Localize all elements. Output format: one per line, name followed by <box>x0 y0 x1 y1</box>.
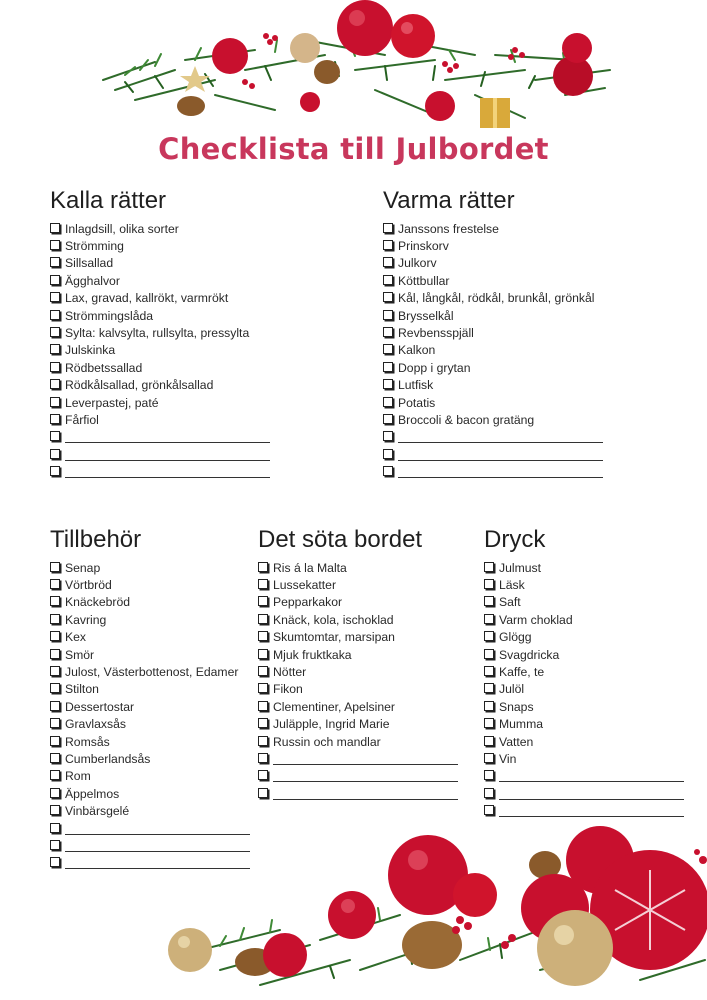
checkbox[interactable] <box>484 701 494 711</box>
checkbox[interactable] <box>50 379 60 389</box>
write-in-line[interactable] <box>398 449 603 461</box>
section-heading: Kalla rätter <box>50 187 167 214</box>
checklist-blank-item <box>50 429 270 446</box>
checklist-item <box>383 342 603 359</box>
checkbox[interactable] <box>258 736 268 746</box>
checklist-item-label: Revbensspjäll <box>398 326 474 341</box>
checklist-item-label: Saft <box>499 595 521 610</box>
checklist-item <box>484 646 684 663</box>
checkbox[interactable] <box>50 823 60 833</box>
checklist-item <box>258 733 458 750</box>
write-in-line[interactable] <box>398 466 603 478</box>
checklist-item <box>50 307 270 324</box>
checklist-item-label: Skumtomtar, marsipan <box>273 630 395 645</box>
checkbox[interactable] <box>383 344 393 354</box>
checkbox[interactable] <box>258 683 268 693</box>
checklist-blank-item <box>484 768 684 785</box>
checklist-blank-item <box>50 463 270 480</box>
write-in-line[interactable] <box>499 770 684 782</box>
section-varma-ratter <box>383 187 603 481</box>
checklist-item <box>258 698 458 715</box>
checkbox[interactable] <box>258 596 268 606</box>
checkbox[interactable] <box>50 275 60 285</box>
checkbox[interactable] <box>50 310 60 320</box>
checkbox[interactable] <box>50 736 60 746</box>
checklist-item-label: Juläpple, Ingrid Marie <box>273 717 390 732</box>
checkbox[interactable] <box>50 562 60 572</box>
checklist-item-label: Fårfiol <box>65 412 99 427</box>
checklist-item-label: Vatten <box>499 734 534 749</box>
checklist-item <box>50 272 270 289</box>
checklist-item-label: Julkorv <box>398 256 437 271</box>
checkbox[interactable] <box>258 753 268 763</box>
checkbox[interactable] <box>258 788 268 798</box>
checklist-blank-item <box>484 785 684 802</box>
checklist-blank-item <box>258 768 458 785</box>
checklist-item-label: Inlagdsill, olika sorter <box>65 221 179 236</box>
checkbox[interactable] <box>484 736 494 746</box>
checklist-item-label: Strömmingslåda <box>65 308 154 323</box>
checkbox[interactable] <box>50 579 60 589</box>
checklist-item-label: Mumma <box>499 717 544 732</box>
checklist-item-label: Kex <box>65 630 87 645</box>
checklist-item <box>50 646 250 663</box>
write-in-line[interactable] <box>499 788 684 800</box>
checklist-item <box>50 220 270 237</box>
checkbox[interactable] <box>50 240 60 250</box>
checklist-item <box>50 576 250 593</box>
checklist-item-label: Varm choklad <box>499 612 573 627</box>
checklist-item-label: Rom <box>65 769 91 784</box>
checkbox[interactable] <box>258 579 268 589</box>
checkbox[interactable] <box>50 840 60 850</box>
checklist-item-label: Potatis <box>398 395 436 410</box>
checklist-item <box>50 750 250 767</box>
checklist-item-label: Romsås <box>65 734 110 749</box>
checkbox[interactable] <box>484 579 494 589</box>
checklist-item <box>50 237 270 254</box>
checkbox[interactable] <box>383 414 393 424</box>
write-in-line[interactable] <box>65 466 270 478</box>
checklist-item <box>484 611 684 628</box>
checklist-item-label: Prinskorv <box>398 239 449 254</box>
checkbox[interactable] <box>484 770 494 780</box>
checklist-item <box>50 290 270 307</box>
checklist-item-label: Julöl <box>499 682 525 697</box>
checkbox[interactable] <box>50 223 60 233</box>
checklist-blank-item <box>484 802 684 819</box>
checkbox[interactable] <box>383 327 393 337</box>
checklist-item-label: Julost, Västerbottenost, Edamer <box>65 665 239 680</box>
checklist-item <box>383 411 603 428</box>
checklist-item <box>50 716 250 733</box>
checklist-item <box>383 377 603 394</box>
checklist-item <box>50 324 270 341</box>
pine-garland-top <box>95 0 615 138</box>
checkbox[interactable] <box>50 292 60 302</box>
checklist-item <box>50 594 250 611</box>
checklist-item-label: Dessertostar <box>65 699 135 714</box>
checklist-item <box>484 663 684 680</box>
checklist-item-label: Äppelmos <box>65 786 120 801</box>
checkbox[interactable] <box>258 614 268 624</box>
checkbox[interactable] <box>383 449 393 459</box>
checklist-item <box>383 307 603 324</box>
checkbox[interactable] <box>383 397 393 407</box>
checklist-item <box>50 411 270 428</box>
write-in-line[interactable] <box>273 788 458 800</box>
checkbox[interactable] <box>383 240 393 250</box>
checklist-item <box>258 611 458 628</box>
checklist-blank-item <box>258 750 458 767</box>
checklist-item-label: Köttbullar <box>398 273 450 288</box>
checklist-item-label: Rödbetssallad <box>65 360 143 375</box>
checklist-item-label: Smör <box>65 647 95 662</box>
checklist-item-label: Knäck, kola, ischoklad <box>273 612 394 627</box>
checklist-item-label: Knäckebröd <box>65 595 131 610</box>
checklist-item-label: Leverpastej, paté <box>65 395 159 410</box>
checklist-item-label: Rödkålsallad, grönkålsallad <box>65 378 214 393</box>
checklist-item <box>50 802 250 819</box>
checklist-item-label: Lussekatter <box>273 578 337 593</box>
checklist-item <box>383 324 603 341</box>
checklist-item-label: Kalkon <box>398 343 436 358</box>
checklist-item <box>383 359 603 376</box>
section-heading: Dryck <box>484 526 546 553</box>
checkbox[interactable] <box>258 649 268 659</box>
checkbox[interactable] <box>484 562 494 572</box>
write-in-line[interactable] <box>398 431 603 443</box>
checklist-item <box>484 576 684 593</box>
write-in-line[interactable] <box>273 753 458 765</box>
checklist-item <box>50 785 250 802</box>
checkbox[interactable] <box>383 257 393 267</box>
section-heading: Det söta bordet <box>258 526 423 553</box>
checkbox[interactable] <box>258 770 268 780</box>
checkbox[interactable] <box>484 788 494 798</box>
checklist-item-label: Janssons frestelse <box>398 221 499 236</box>
checklist-item <box>50 255 270 272</box>
checklist-item-label: Läsk <box>499 578 525 593</box>
checklist-item-label: Russin och mandlar <box>273 734 381 749</box>
checklist-item-label: Cumberlandsås <box>65 751 151 766</box>
checkbox[interactable] <box>50 414 60 424</box>
checklist-item <box>50 559 250 576</box>
checkbox[interactable] <box>258 718 268 728</box>
checkbox[interactable] <box>50 631 60 641</box>
checklist <box>258 559 458 802</box>
checklist-item <box>484 681 684 698</box>
checkbox[interactable] <box>484 596 494 606</box>
checklist-item-label: Julmust <box>499 560 541 575</box>
checklist-item-label: Kaffe, te <box>499 665 545 680</box>
checklist-item <box>258 594 458 611</box>
checkbox[interactable] <box>383 466 393 476</box>
checklist-item <box>258 629 458 646</box>
checklist <box>383 220 603 481</box>
checklist-item-label: Vin <box>499 751 517 766</box>
checkbox[interactable] <box>50 701 60 711</box>
section-heading: Tillbehör <box>50 526 142 553</box>
checkbox[interactable] <box>383 379 393 389</box>
checklist-item <box>383 272 603 289</box>
checkbox[interactable] <box>50 327 60 337</box>
checklist-item-label: Clementiner, Apelsiner <box>273 699 395 714</box>
checkbox[interactable] <box>50 431 60 441</box>
checkbox[interactable] <box>50 257 60 267</box>
checkbox[interactable] <box>50 770 60 780</box>
checklist <box>484 559 684 820</box>
checkbox[interactable] <box>484 614 494 624</box>
checklist-item <box>258 663 458 680</box>
checklist-item-label: Brysselkål <box>398 308 454 323</box>
checklist-item <box>258 716 458 733</box>
checklist-item <box>50 733 250 750</box>
checklist-item <box>484 733 684 750</box>
checklist-item-label: Glögg <box>499 630 532 645</box>
checklist-item <box>484 750 684 767</box>
checklist-item-label: Senap <box>65 560 101 575</box>
checkbox[interactable] <box>258 631 268 641</box>
checklist-item-label: Vörtbröd <box>65 578 112 593</box>
checklist-item <box>383 255 603 272</box>
page-title: Checklista till Julbordet <box>158 132 549 166</box>
checkbox[interactable] <box>50 857 60 867</box>
checklist-item <box>258 559 458 576</box>
checklist-item-label: Kavring <box>65 612 107 627</box>
checkbox[interactable] <box>383 362 393 372</box>
checklist-item <box>484 594 684 611</box>
checkbox[interactable] <box>484 805 494 815</box>
checklist-item-label: Gravlaxsås <box>65 717 126 732</box>
checkbox[interactable] <box>50 683 60 693</box>
checklist-item <box>50 394 270 411</box>
checklist-item <box>258 681 458 698</box>
checklist-item-label: Ris á la Malta <box>273 560 347 575</box>
checklist-item-label: Lax, gravad, kallrökt, varmrökt <box>65 291 229 306</box>
checkbox[interactable] <box>484 718 494 728</box>
checklist-blank-item <box>383 446 603 463</box>
checklist-item <box>50 359 270 376</box>
checkbox[interactable] <box>258 701 268 711</box>
checkbox[interactable] <box>383 275 393 285</box>
checklist-blank-item <box>50 446 270 463</box>
checkbox[interactable] <box>484 666 494 676</box>
checklist-item <box>50 377 270 394</box>
checkbox[interactable] <box>50 344 60 354</box>
checklist-item-label: Mjuk fruktkaka <box>273 647 352 662</box>
section-dryck <box>484 526 684 820</box>
checkbox[interactable] <box>50 805 60 815</box>
checkbox[interactable] <box>50 449 60 459</box>
checklist-item-label: Kål, långkål, rödkål, brunkål, grönkål <box>398 291 595 306</box>
checkbox[interactable] <box>50 362 60 372</box>
checkbox[interactable] <box>383 431 393 441</box>
checklist-item-label: Snaps <box>499 699 534 714</box>
checklist-item-label: Sylta: kalvsylta, rullsylta, pressylta <box>65 326 250 341</box>
section-det-sota-bordet <box>258 526 458 802</box>
checkbox[interactable] <box>50 788 60 798</box>
write-in-line[interactable] <box>273 770 458 782</box>
checkbox[interactable] <box>258 562 268 572</box>
checklist-item-label: Pepparkakor <box>273 595 343 610</box>
checkbox[interactable] <box>50 466 60 476</box>
checklist-item <box>50 698 250 715</box>
checkbox[interactable] <box>383 292 393 302</box>
checklist-item <box>50 342 270 359</box>
checklist-item-label: Svagdricka <box>499 647 560 662</box>
checkbox[interactable] <box>484 683 494 693</box>
checklist-item-label: Vinbärsgelé <box>65 804 130 819</box>
checklist-item-label: Lutfisk <box>398 378 434 393</box>
checklist-blank-item <box>383 429 603 446</box>
checklist-item <box>50 681 250 698</box>
checklist-item-label: Strömming <box>65 239 124 254</box>
checkbox[interactable] <box>50 596 60 606</box>
checklist-item-label: Nötter <box>273 665 307 680</box>
checklist-item <box>484 629 684 646</box>
checklist-blank-item <box>383 463 603 480</box>
write-in-line[interactable] <box>65 449 270 461</box>
checkbox[interactable] <box>50 649 60 659</box>
section-heading: Varma rätter <box>383 187 515 214</box>
checklist-item <box>484 559 684 576</box>
section-kalla-ratter <box>50 187 270 481</box>
checkbox[interactable] <box>50 614 60 624</box>
checklist-item <box>50 629 250 646</box>
checklist-item <box>50 611 250 628</box>
checkbox[interactable] <box>50 397 60 407</box>
checkbox[interactable] <box>258 666 268 676</box>
checklist-item <box>383 394 603 411</box>
checklist-item-label: Dopp i grytan <box>398 360 471 375</box>
checkbox[interactable] <box>484 631 494 641</box>
checklist <box>50 220 270 481</box>
checklist-item <box>484 698 684 715</box>
checklist-item <box>383 220 603 237</box>
checklist-item-label: Ägghalvor <box>65 273 120 288</box>
checklist-blank-item <box>258 785 458 802</box>
checklist-item <box>258 576 458 593</box>
checkbox[interactable] <box>484 753 494 763</box>
checklist-item <box>50 768 250 785</box>
ornament-cluster-bottom <box>160 820 707 1000</box>
checkbox[interactable] <box>383 223 393 233</box>
write-in-line[interactable] <box>65 431 270 443</box>
write-in-line[interactable] <box>499 805 684 817</box>
checklist-item-label: Broccoli & bacon gratäng <box>398 412 535 427</box>
checklist-item <box>50 663 250 680</box>
checklist-item <box>383 237 603 254</box>
checkbox[interactable] <box>50 666 60 676</box>
checklist-item-label: Fikon <box>273 682 303 697</box>
checkbox[interactable] <box>50 718 60 728</box>
checklist-item-label: Julskinka <box>65 343 116 358</box>
checklist-item <box>258 646 458 663</box>
checkbox[interactable] <box>383 310 393 320</box>
checklist-item-label: Stilton <box>65 682 99 697</box>
checklist-item <box>383 290 603 307</box>
checkbox[interactable] <box>484 649 494 659</box>
checkbox[interactable] <box>50 753 60 763</box>
checklist-item-label: Sillsallad <box>65 256 114 271</box>
checklist-item <box>484 716 684 733</box>
